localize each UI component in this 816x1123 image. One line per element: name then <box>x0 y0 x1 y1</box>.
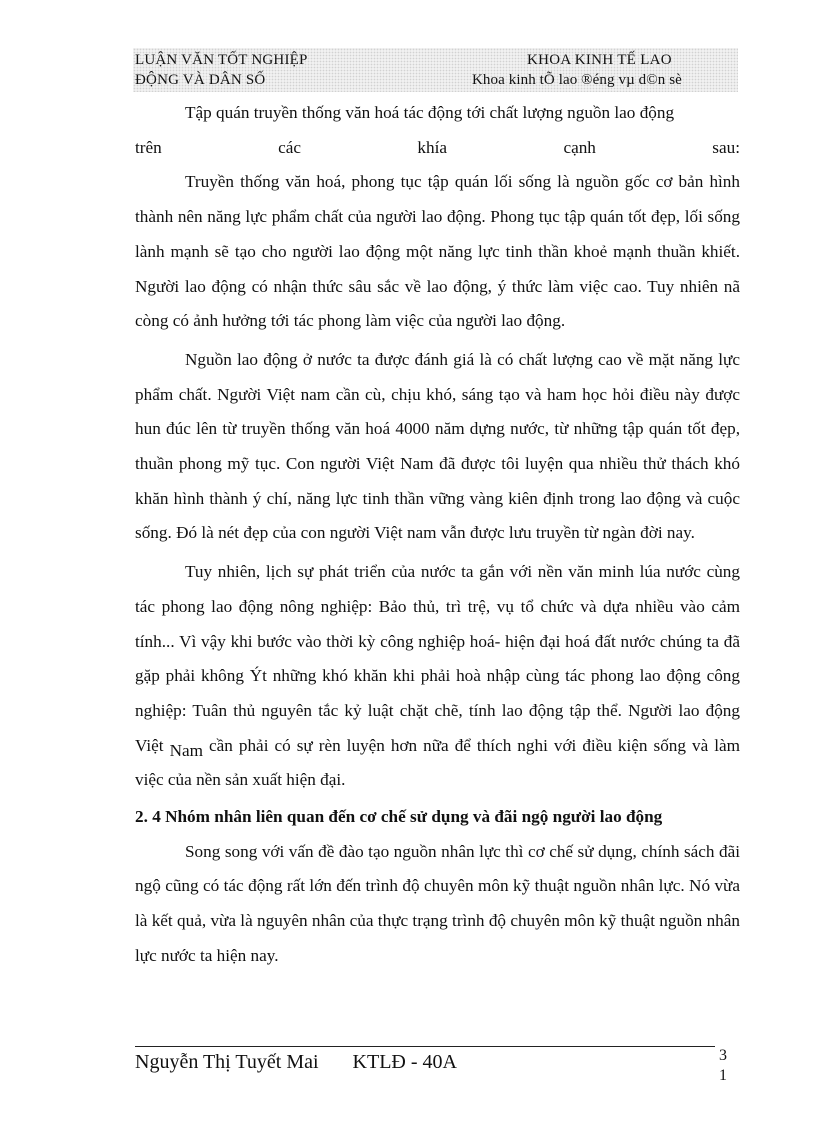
header-faculty-name: KHOA KINH TẾ LAO <box>527 52 672 68</box>
paragraph-4-text-start: Tuy nhiên, lịch sự phát triển của nước ta gắn với nền văn minh lúa nước cùng tác phong lao động nông nghiệp: Bảo thủ, trì trệ, vụ tổ chức và dựa nhiều vào cảm tính... Vì vậy khi bước vào thời kỳ công nghiệp hoá- hiện đại hoá đất nước chúng ta đã gặp phải không Ýt những khó khăn khi phải hoà nhập cùng tác phong lao động công nghiệp: Tuân thủ nguyên tắc kỷ luật chặt chẽ, tính lao động tập thể. Người lao động Việt <box>135 562 740 755</box>
section-heading: 2. 4 Nhóm nhân liên quan đến cơ chế sử dụng và đãi ngộ người lao động <box>135 807 663 827</box>
page-number-digit-1: 3 <box>719 1047 727 1064</box>
footer-divider <box>135 1046 715 1047</box>
page-number <box>716 1046 730 1086</box>
paragraph-4-text-end: cần phải có sự rèn luyện hơn nữa để thích nghi với điều kiện sống và làm việc của nền sản xuất hiện đại. <box>135 735 741 790</box>
paragraph-4 <box>135 555 740 798</box>
paragraph-2: Truyền thống văn hoá, phong tục tập quán lối sống là nguồn gốc cơ bản hình thành nên năng lực phẩm chất của người lao động. Phong tục tập quán tốt đẹp, lối sống lành mạnh sẽ tạo cho người lao động một năng lực tinh thần khoẻ mạnh thuần khiết. Người lao động có nhận thức sâu sắc về lao động, ý thức làm việc cao. Tuy nhiên nã còng có ảnh hưởng tới tác phong làm việc của người lao động. <box>135 172 740 331</box>
header-thesis-title: LUẬN VĂN TỐT NGHIỆP <box>135 52 308 68</box>
document-body <box>135 96 740 974</box>
paragraph-1-line-1: Tập quán truyền thống văn hoá tác động tới chất lượng nguồn lao động <box>185 103 675 122</box>
footer-signature <box>135 1050 457 1074</box>
paragraph-4-lowered-word: Nam <box>169 740 203 760</box>
header-faculty-legacy-font: Khoa kinh tÕ lao ®éng vµ d©n sè <box>472 72 682 88</box>
paragraph-3: Nguồn lao động ở nước ta được đánh giá là có chất lượng cao về mặt năng lực phẩm chất. Người Việt nam cần cù, chịu khó, sáng tạo và ham học hỏi điều này được hun đúc lên từ truyền thống văn hoá 4000 năm dựng nước, từ những tập quán tốt đẹp, thuần phong mỹ tục. Con người Việt Nam đã được tôi luyện qua nhiều thử thách khó khăn hình thành ý chí, năng lực tinh thần vững vàng kiên định trong lao động và cuộc sống. Đó là nét đẹp của con người Việt nam vẫn được lưu truyền từ ngàn đời nay. <box>135 349 740 543</box>
header-thesis-subtitle: ĐỘNG VÀ DÂN SỐ <box>135 72 266 88</box>
footer-class-code: KTLĐ - 40A <box>352 1051 457 1073</box>
paragraph-1-line-2: trên các khía cạnh sau: <box>135 137 740 157</box>
page-number-digit-2: 1 <box>719 1067 727 1084</box>
footer-author: Nguyễn Thị Tuyết Mai <box>135 1051 319 1073</box>
paragraph-5: Song song với vấn đề đào tạo nguồn nhân lực thì cơ chế sử dụng, chính sách đãi ngộ cũng có tác động rất lớn đến trình độ chuyên môn kỹ thuật nguồn nhân lực. Nó vừa là kết quả, vừa là nguyên nhân của thực trạng trình độ chuyên môn kỹ thuật nguồn nhân lực nước ta hiện nay. <box>135 841 740 965</box>
